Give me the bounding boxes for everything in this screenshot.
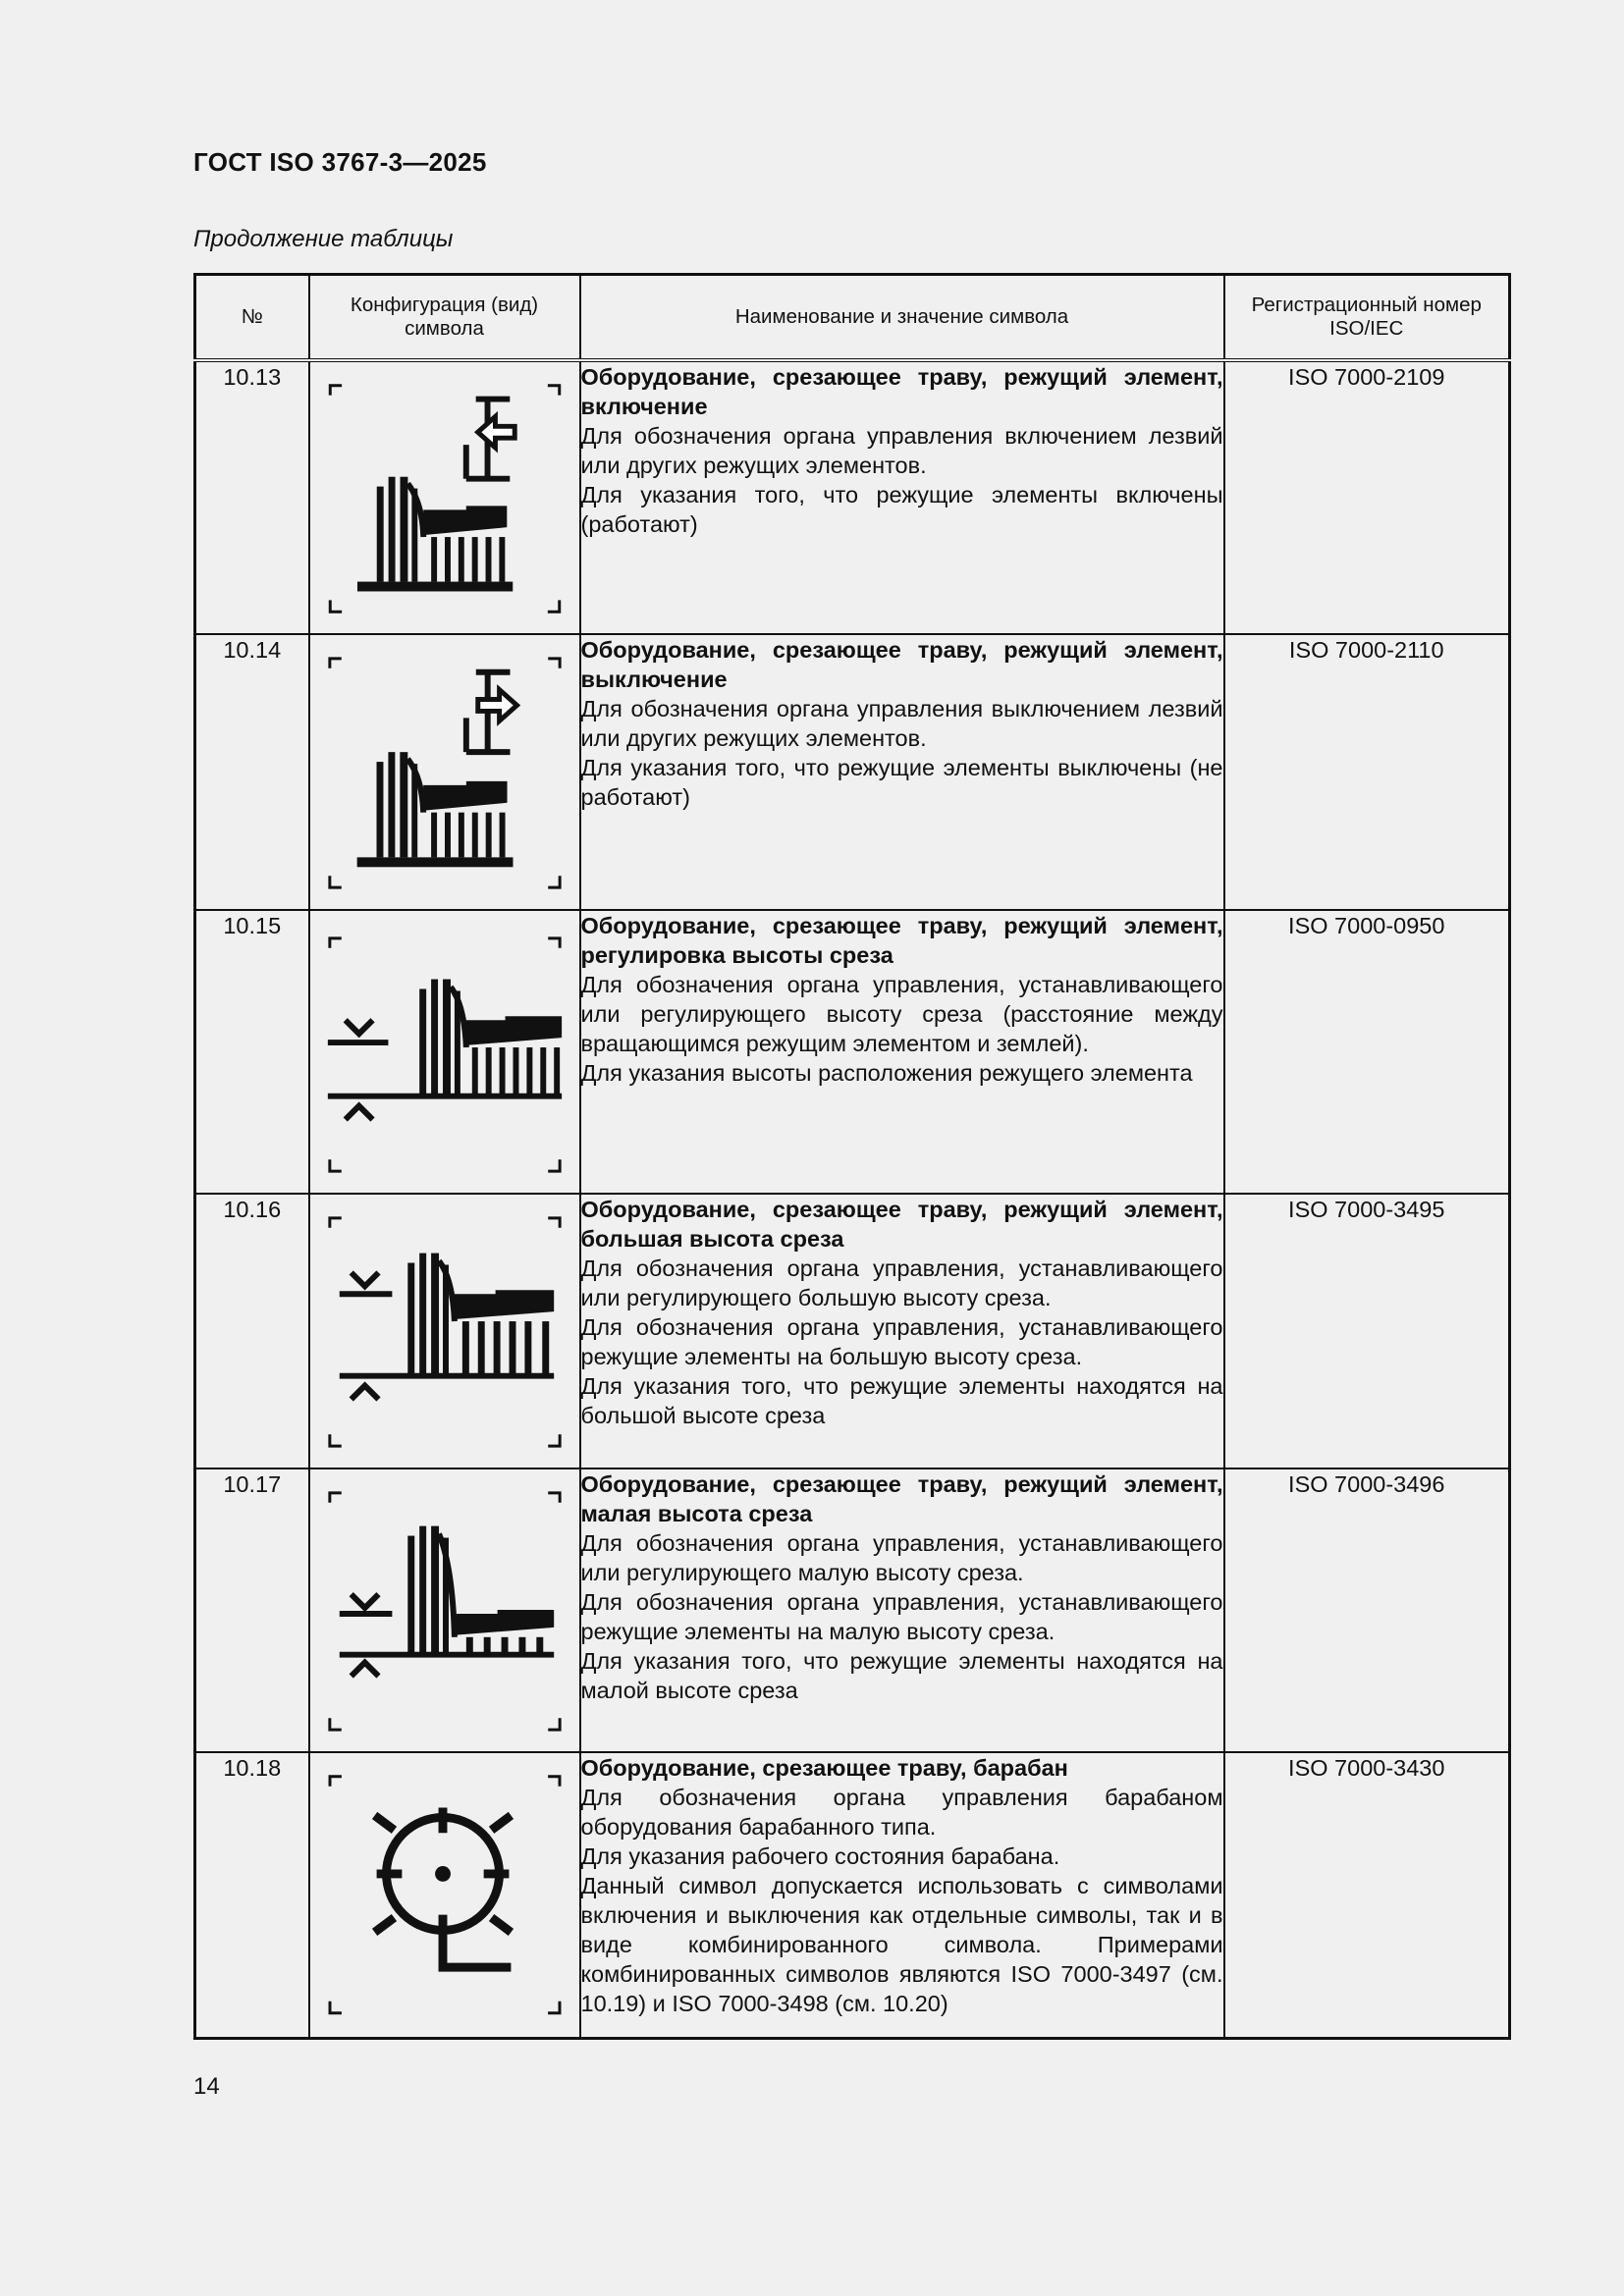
table-row xyxy=(195,1468,1510,1752)
registration-number: ISO 7000-2110 xyxy=(1224,634,1510,910)
symbol-title: Оборудование, срезающее траву, режущий элемент, большая высота среза xyxy=(580,1197,1223,1252)
description-line: Для указания того, что режущие элементы включены (работают) xyxy=(580,482,1223,537)
symbol-title: Оборудование, срезающее траву, режущий элемент, малая высота среза xyxy=(580,1471,1223,1526)
symbol-description xyxy=(580,1752,1224,2038)
row-number: 10.16 xyxy=(195,1194,309,1468)
description-line: Для указания того, что режущие элементы находятся на малой высоте среза xyxy=(580,1648,1223,1703)
symbol-cell xyxy=(309,1752,580,2038)
registration-number: ISO 7000-3430 xyxy=(1224,1752,1510,2038)
symbol-cell xyxy=(309,910,580,1194)
registration-number: ISO 7000-0950 xyxy=(1224,910,1510,1194)
grass-cutter-reel-icon xyxy=(310,1753,579,2037)
table-row xyxy=(195,360,1510,634)
table-row xyxy=(195,1752,1510,2038)
grass-cutter-blade-off-icon xyxy=(310,635,579,909)
symbol-cell xyxy=(309,1468,580,1752)
row-number: 10.18 xyxy=(195,1752,309,2038)
registration-number: ISO 7000-3495 xyxy=(1224,1194,1510,1468)
description-line: Для указания рабочего состояния барабана. xyxy=(580,1843,1060,1869)
description-line: Для обозначения органа управления, устанавливающего режущие элементы на малую высоту среза. xyxy=(580,1589,1223,1644)
cutting-height-low-icon xyxy=(310,1469,579,1751)
symbol-cell xyxy=(309,634,580,910)
description-line: Для указания того, что режущие элементы находятся на большой высоте среза xyxy=(580,1373,1223,1428)
symbol-description xyxy=(580,1468,1224,1752)
row-number: 10.14 xyxy=(195,634,309,910)
description-line: Для обозначения органа управления выключением лезвий или других режущих элементов. xyxy=(580,696,1223,751)
cutting-height-adjust-icon xyxy=(310,911,579,1193)
registration-number: ISO 7000-2109 xyxy=(1224,360,1510,634)
document-code: ГОСТ ISO 3767-3—2025 xyxy=(193,147,487,177)
description-line: Для обозначения органа управления, устанавливающего или регулирующего большую высоту среза. xyxy=(580,1255,1223,1310)
table-header-row xyxy=(195,275,1510,361)
symbol-title: Оборудование, срезающее траву, режущий элемент, выключение xyxy=(580,637,1223,692)
header-name: Наименование и значение символа xyxy=(580,275,1224,361)
description-line: Для обозначения органа управления включением лезвий или других режущих элементов. xyxy=(580,423,1223,478)
row-number: 10.15 xyxy=(195,910,309,1194)
grass-cutter-blade-on-icon xyxy=(310,362,579,633)
symbol-cell xyxy=(309,360,580,634)
symbol-description xyxy=(580,634,1224,910)
symbols-table xyxy=(193,273,1511,2040)
table-continuation-label: Продолжение таблицы xyxy=(193,226,454,252)
description-line: Для указания высоты расположения режущего элемента xyxy=(580,1060,1193,1086)
table-row xyxy=(195,910,1510,1194)
symbol-title: Оборудование, срезающее траву, режущий элемент, включение xyxy=(580,364,1223,419)
row-number: 10.17 xyxy=(195,1468,309,1752)
row-number: 10.13 xyxy=(195,360,309,634)
description-line: Для указания того, что режущие элементы выключены (не работают) xyxy=(580,755,1223,810)
symbol-cell xyxy=(309,1194,580,1468)
description-line: Для обозначения органа управления, устанавливающего или регулирующего высоту среза (расстояние между вращающимся режущим элементом и землей). xyxy=(580,972,1223,1056)
header-no: № xyxy=(195,275,309,361)
description-line: Для обозначения органа управления, устанавливающего режущие элементы на большую высоту среза. xyxy=(580,1314,1223,1369)
symbol-title: Оборудование, срезающее траву, барабан xyxy=(580,1755,1068,1781)
header-reg: Регистрационный номер ISO/IEC xyxy=(1224,275,1510,361)
symbol-title: Оборудование, срезающее траву, режущий элемент, регулировка высоты среза xyxy=(580,913,1223,968)
symbol-description xyxy=(580,360,1224,634)
description-line: Данный символ допускается использовать с символами включения и выключения как отдельные символы, так и в виде комбинированного символа. Примерами комбинированных символов являются ISO 7000-3497 (см. 10.19) и ISO 7000-3498 (см. 10.20) xyxy=(580,1873,1223,2016)
symbol-description xyxy=(580,1194,1224,1468)
table-row xyxy=(195,1194,1510,1468)
description-line: Для обозначения органа управления, устанавливающего или регулирующего малую высоту среза. xyxy=(580,1530,1223,1585)
cutting-height-high-icon xyxy=(310,1195,579,1468)
registration-number: ISO 7000-3496 xyxy=(1224,1468,1510,1752)
header-config: Конфигурация (вид) символа xyxy=(309,275,580,361)
table-row xyxy=(195,634,1510,910)
description-line: Для обозначения органа управления барабаном оборудования барабанного типа. xyxy=(580,1785,1223,1840)
symbol-description xyxy=(580,910,1224,1194)
page-number: 14 xyxy=(193,2073,220,2100)
